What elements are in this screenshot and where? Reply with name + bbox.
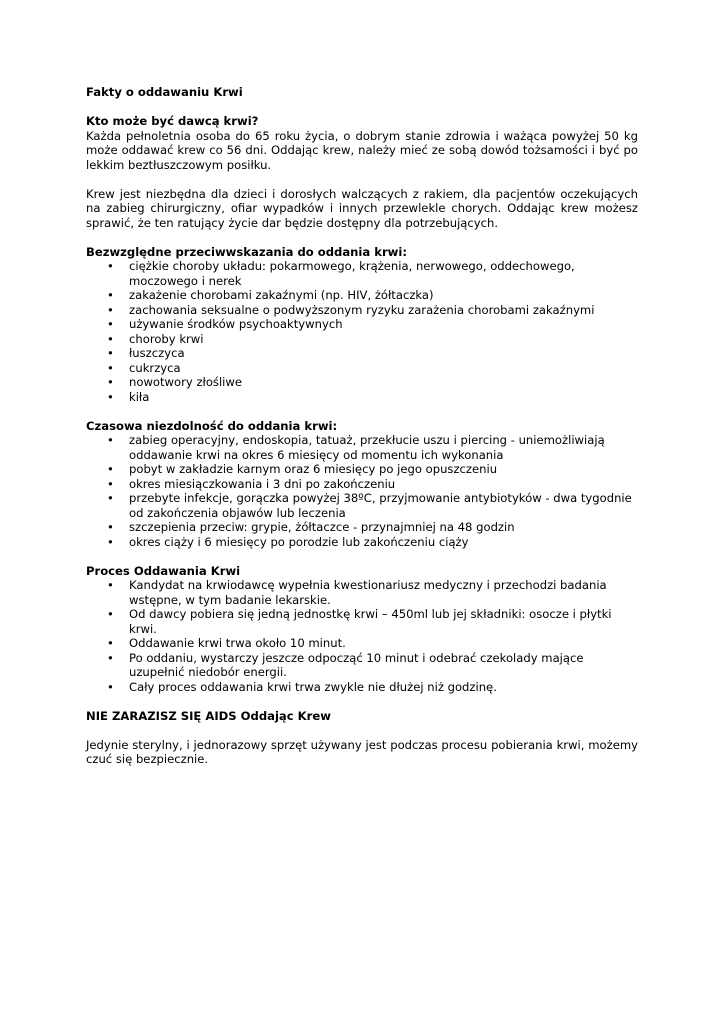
heading-absolute-contraindications: Bezwzględne przeciwwskazania do oddania krwi:	[86, 244, 408, 259]
document-title: Fakty o oddawaniu Krwi	[86, 85, 243, 99]
list-item: • zabieg operacyjny, endoskopia, tatuaż, przekłucie uszu i piercing - uniemożliwiają oddawanie krwi na okres 6 miesięcy od momentu ich wykonania	[107, 433, 605, 462]
list-item: • przebyte infekcje, gorączka powyżej 38ºC, przyjmowanie antybiotyków - dwa tygodnie od zakończenia objawów lub leczenia	[107, 491, 632, 520]
list-item: • Po oddaniu, wystarczy jeszcze odpocząć 10 minut i odebrać czekolady mające uzupełnić niedobór energii.	[107, 650, 584, 679]
bullet-icon: •	[107, 607, 114, 621]
bullet-icon: •	[107, 331, 114, 346]
bullet-icon: •	[107, 650, 114, 665]
list-item: • ciężkie choroby układu: pokarmowego, krążenia, nerwowego, oddechowego, moczowego i nerek	[107, 259, 575, 288]
list-item: • Od dawcy pobiera się jedną jednostkę krwi – 450ml lub jej składniki: osocze i płytki krwi.	[107, 607, 612, 636]
spacer	[86, 549, 638, 564]
list-item: • cukrzyca	[107, 360, 181, 375]
bullet-icon: •	[107, 476, 114, 491]
temporary-ineligibility-list	[86, 433, 638, 549]
bullet-icon: •	[107, 462, 114, 476]
bullet-icon: •	[107, 259, 114, 273]
spacer	[86, 723, 638, 738]
list-item: • Oddawanie krwi trwa około 10 minut.	[107, 636, 346, 650]
paragraph-sterile-equipment: Jedynie sterylny, i jednorazowy sprzęt używany jest podczas procesu pobierania krwi, możemy czuć się bezpiecznie.	[86, 737, 638, 766]
list-item: • okres ciąży i 6 miesięcy po porodzie lub zakończeniu ciąży	[107, 534, 469, 549]
bullet-icon: •	[107, 636, 114, 650]
heading-temporary-ineligibility: Czasowa niezdolność do oddania krwi:	[86, 418, 338, 433]
list-item: • używanie środków psychoaktywnych	[107, 317, 343, 331]
bullet-icon: •	[107, 389, 114, 404]
list-item: • choroby krwi	[107, 331, 204, 346]
bullet-icon: •	[107, 520, 114, 534]
spacer	[86, 694, 638, 709]
bullet-icon: •	[107, 346, 114, 360]
list-item: • zachowania seksualne o podwyższonym ryzyku zarażenia chorobami zakaźnymi	[107, 302, 595, 317]
bullet-icon: •	[107, 433, 114, 447]
heading-donation-process: Proces Oddawania Krwi	[86, 563, 241, 578]
donation-process-list	[86, 578, 638, 694]
spacer	[86, 230, 638, 245]
document-page	[86, 85, 638, 767]
bullet-icon: •	[107, 375, 114, 389]
bullet-icon: •	[107, 360, 114, 375]
bullet-icon: •	[107, 288, 114, 302]
bullet-icon: •	[107, 578, 114, 592]
spacer	[86, 172, 638, 187]
paragraph-why-blood: Krew jest niezbędna dla dzieci i dorosłych walczących z rakiem, dla pacjentów oczekujących na zabieg chirurgiczny, ofiar wypadków i innych przewlekle chorych. Oddając krew możesz sprawić, że ten ratujący życie dar będzie dostępny dla potrzebujących.	[86, 186, 638, 230]
list-item: • Cały proces oddawania krwi trwa zwykle nie dłużej niż godzinę.	[107, 679, 497, 694]
bullet-icon: •	[107, 534, 114, 549]
list-item: • pobyt w zakładzie karnym oraz 6 miesięcy po jego opuszczeniu	[107, 462, 498, 476]
bullet-icon: •	[107, 302, 114, 317]
list-item: • kiła	[107, 389, 150, 404]
bullet-icon: •	[107, 491, 114, 505]
list-item: • łuszczyca	[107, 346, 185, 360]
paragraph-eligibility: Każda pełnoletnia osoba do 65 roku życia, o dobrym stanie zdrowia i ważąca powyżej 50 kg może oddawać krew co 56 dni. Oddając krew, należy mieć ze sobą dowód tożsamości i być po lekkim beztłuszczowym posiłku.	[86, 128, 638, 172]
heading-who-can-donate: Kto może być dawcą krwi?	[86, 114, 259, 128]
bullet-icon: •	[107, 679, 114, 694]
bullet-icon: •	[107, 317, 114, 331]
list-item: • okres miesiączkowania i 3 dni po zakończeniu	[107, 476, 396, 491]
heading-no-aids: NIE ZARAZISZ SIĘ AIDS Oddając Krew	[86, 708, 331, 723]
list-item: • szczepienia przeciw: grypie, żółtaczce - przynajmniej na 48 godzin	[107, 520, 515, 534]
list-item: • nowotwory złośliwe	[107, 375, 243, 389]
list-item: • zakażenie chorobami zakaźnymi (np. HIV, żółtaczka)	[107, 288, 434, 302]
spacer	[86, 404, 638, 419]
absolute-contraindications-list	[86, 259, 638, 404]
list-item: • Kandydat na krwiodawcę wypełnia kwestionariusz medyczny i przechodzi badania wstępne, w tym badanie lekarskie.	[107, 578, 607, 607]
